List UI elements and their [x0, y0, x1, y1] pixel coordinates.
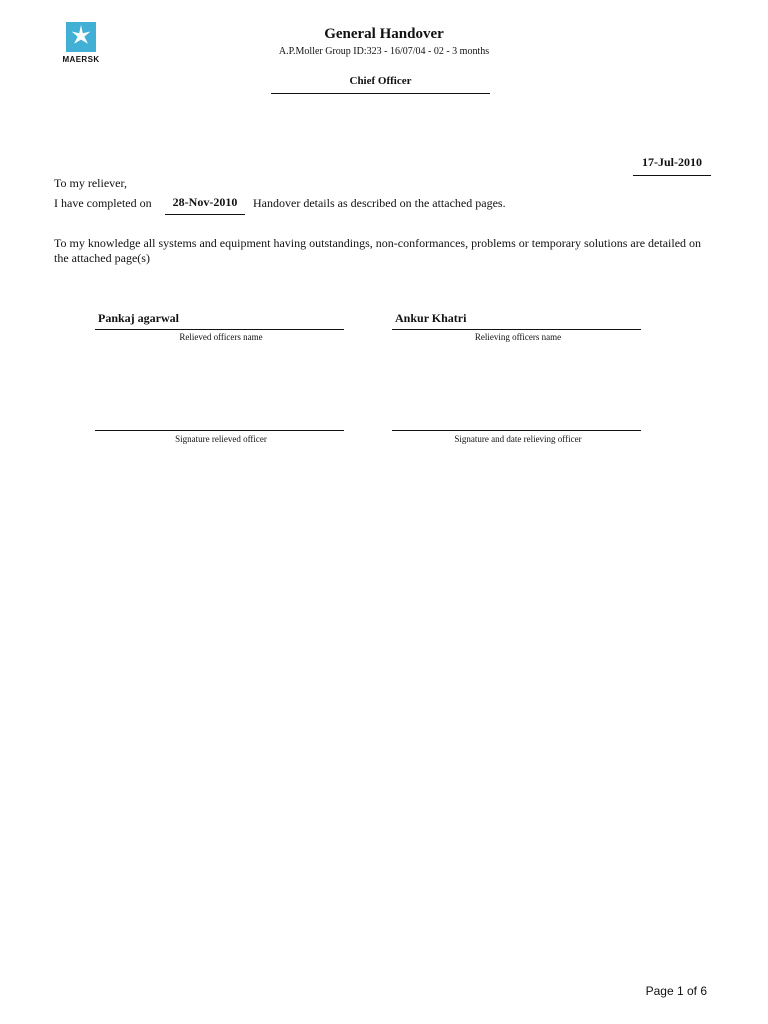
relieved-officer-name: Pankaj agarwal	[98, 311, 179, 325]
handover-date: 28-Nov-2010	[165, 195, 245, 215]
relieving-signature-line	[392, 430, 641, 431]
completed-suffix: Handover details as described on the attached pages.	[253, 196, 506, 210]
relieving-name-line	[392, 329, 641, 330]
knowledge-statement: To my knowledge all systems and equipment having outstandings, non-conformances, problems or temporary solutions are detailed on the attached page(s)	[54, 236, 702, 265]
relieving-name-caption: Relieving officers name	[474, 332, 562, 342]
relieving-signature-caption: Signature and date relieving officer	[454, 434, 582, 444]
page-number: Page 1 of 6	[645, 984, 707, 998]
relieved-signature-caption: Signature relieved officer	[175, 434, 267, 444]
position-title: Chief Officer	[271, 75, 490, 94]
document-subtitle: A.P.Moller Group ID:323 - 16/07/04 - 02 - 3 months	[278, 46, 490, 57]
relieved-signature-line	[95, 430, 344, 431]
document-title: General Handover	[324, 26, 444, 42]
greeting: To my reliever,	[54, 176, 127, 190]
relieving-officer-name: Ankur Khatri	[395, 311, 467, 325]
relieved-name-caption: Relieved officers name	[179, 332, 263, 342]
document-date: 17-Jul-2010	[633, 155, 711, 176]
logo-wordmark: MAERSK	[62, 55, 100, 64]
completed-prefix: I have completed on	[54, 196, 152, 210]
relieved-name-line	[95, 329, 344, 330]
